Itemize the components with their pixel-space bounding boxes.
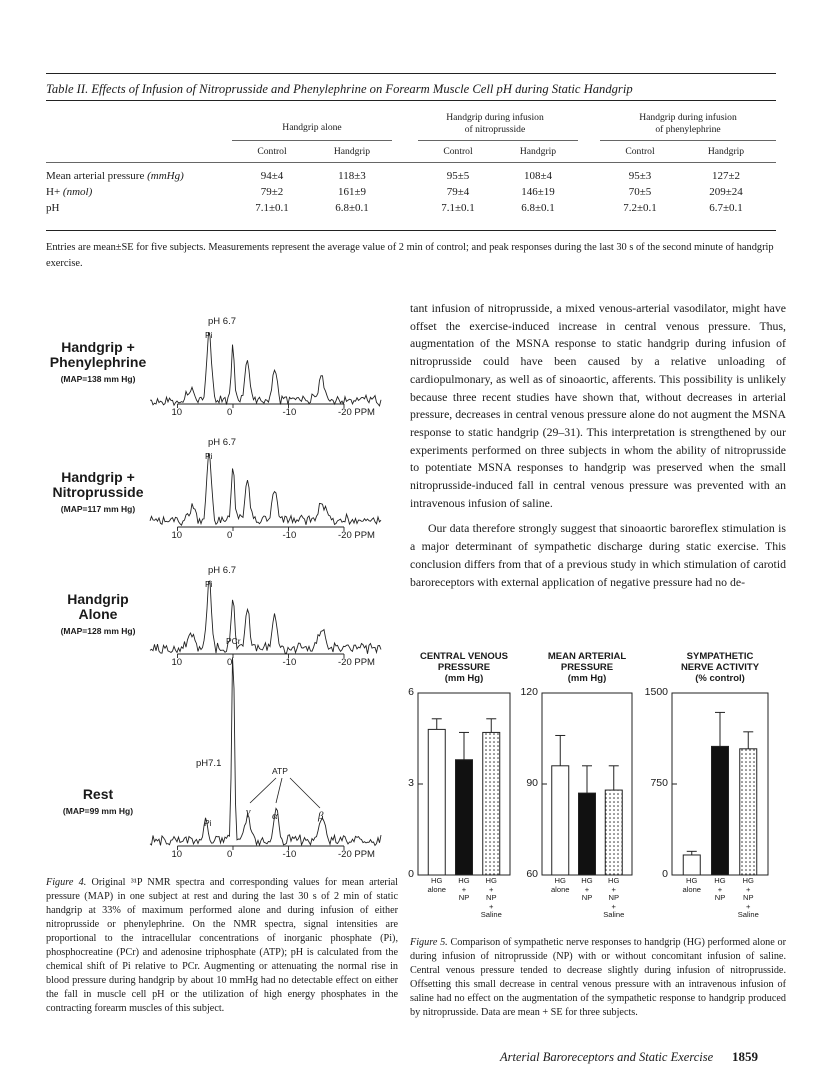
category-label <box>574 877 600 903</box>
row-label: H+ (nmol) <box>46 186 93 198</box>
table-cell: 95±5 <box>446 170 470 182</box>
category-label <box>424 877 450 894</box>
category-label <box>707 877 733 903</box>
spectrum-map-value: (MAP=99 mm Hg) <box>62 806 134 816</box>
group-header-3: Handgrip during infusion of phenylephrine <box>639 112 737 135</box>
table-cell: 7.1±0.1 <box>441 202 475 214</box>
bar <box>428 729 445 875</box>
column-header: Handgrip <box>333 146 371 157</box>
chart-title-line: (mm Hg) <box>444 673 484 684</box>
category-label-line: HG <box>686 876 698 885</box>
atp-pointer-line <box>276 778 282 803</box>
column-header: Handgrip <box>707 146 745 157</box>
table-cell: 108±4 <box>523 170 553 182</box>
ppm-tick-label: -10 <box>282 849 297 860</box>
ppm-tick-label: -10 <box>282 407 297 418</box>
ppm-tick-label: -20 PPM <box>338 849 375 860</box>
figure-5-caption <box>410 936 786 1020</box>
row-unit: (mmHg) <box>147 170 184 182</box>
category-label <box>478 877 504 920</box>
nmr-spectra-plot <box>0 0 410 880</box>
y-tick-label: 6 <box>408 686 414 698</box>
table-cell: 6.8±0.1 <box>521 202 555 214</box>
bar <box>552 766 569 875</box>
category-label-line: HG <box>608 876 620 885</box>
table-cell: 7.2±0.1 <box>623 202 657 214</box>
ppm-tick-label: 10 <box>171 657 183 668</box>
y-tick-label: 120 <box>520 686 538 698</box>
y-tick-label: 1500 <box>644 686 668 698</box>
bar-chart-panel <box>418 693 510 875</box>
category-label-line: alone <box>550 884 570 894</box>
y-tick-label: 0 <box>662 868 668 880</box>
chart-title-line: PRESSURE <box>437 662 491 673</box>
ppm-tick-label: 0 <box>227 657 233 668</box>
category-label-line: NP <box>608 893 620 902</box>
category-label-line: HG <box>554 876 566 885</box>
table-cell: 6.7±0.1 <box>709 202 743 214</box>
page-number: 1859 <box>732 1049 758 1064</box>
chart-title-line: SYMPATHETIC <box>686 651 754 662</box>
nmr-spectrum-trace <box>150 333 381 406</box>
category-label-line: + <box>584 884 590 894</box>
beta-label: β <box>318 810 324 822</box>
ppm-tick-label: 10 <box>171 849 183 860</box>
category-label <box>679 877 705 894</box>
category-label-line: alone <box>682 884 702 894</box>
figure-5-caption-lead: Figure 5. <box>410 937 448 948</box>
pi-peak-label: Pi <box>204 818 212 828</box>
category-label-line: Saline <box>480 910 502 919</box>
figure-4-caption-lead: Figure 4. <box>46 877 87 888</box>
category-label-line: NP <box>714 893 726 902</box>
figure-5-caption-text: Comparison of sympathetic nerve responses to handgrip (HG) performed alone or during infusion of nitroprusside (NP) with or without concomitant infusion of saline. Central venous pressure tended to decrease slightly during infusion of nitroprusside. Offsetting this small decrease in central venous pressure with an intravenous infusion of saline had no effect on the augmentation of the sympathetic response to handgrip produced by nitroprusside. Data are mean + SE for three subjects. <box>410 937 786 1018</box>
chart-title <box>408 651 520 684</box>
category-label-line: HG <box>485 876 497 885</box>
bar <box>605 790 622 875</box>
chart-title-line: PRESSURE <box>560 662 614 673</box>
category-label-line: NP <box>742 893 754 902</box>
y-tick-label: 3 <box>408 777 414 789</box>
ppm-tick-label: 10 <box>171 407 183 418</box>
spectrum-label-line: Rest <box>82 786 114 802</box>
category-label-line: NP <box>581 893 593 902</box>
figure-4-caption-text: Original ³¹P NMR spectra and corresponding values for mean arterial pressure (MAP) in one subject at rest and during the last 30 s of 2 min of static handgrip at 33% of maximum performed alone and during infusion of either nitroprusside or phenylephrine. On the NMR spectra, signal intensities are proportional to the intracellular concentrations of inorganic phosphate (Pi), phosphocreatine (PCr) and adenosine triphosphate (ATP); pH is calculated from the chemical shift of Pi relative to PCr. Augmenting or attenuating the normal rise in blood pressure during handgrip by about 10 mmHg had no detectable effect on either the fall in muscle cell pH or the utilization of high energy phosphates in the contracting forearm muscles of this subject. <box>46 877 399 1014</box>
chart-title <box>532 651 642 684</box>
table-cell: 209±24 <box>709 186 743 198</box>
nmr-spectrum-trace <box>150 454 381 526</box>
bar-chart-panel <box>542 693 632 875</box>
category-label-line: + <box>746 901 751 911</box>
category-label-line: HG <box>714 876 726 885</box>
y-tick-label: 60 <box>526 868 538 880</box>
row-label: pH <box>46 202 60 214</box>
table-cell: 7.1±0.1 <box>255 202 289 214</box>
atp-label: ATP <box>272 766 288 776</box>
category-label-line: + <box>717 884 723 894</box>
category-label-line: HG <box>742 876 754 885</box>
ph-label: pH 6.7 <box>208 437 236 448</box>
group-header-2: Handgrip during infusion of nitroprusside <box>446 112 544 135</box>
table-cell: 95±3 <box>628 170 652 182</box>
table-cell: 79±4 <box>446 186 470 198</box>
category-label-line: + <box>489 901 494 911</box>
table-cell: 146±19 <box>521 186 555 198</box>
pi-peak-label: Pi <box>205 579 213 589</box>
chart-title-line: (mm Hg) <box>567 673 607 684</box>
column-header: Control <box>443 146 473 157</box>
chart-title-line: NERVE ACTIVITY <box>680 662 760 673</box>
category-label-line: + <box>489 884 494 894</box>
ppm-tick-label: 0 <box>227 530 233 541</box>
y-tick-label: 750 <box>650 777 668 789</box>
gamma-label: γ <box>246 806 251 818</box>
bar <box>683 855 700 875</box>
table-cell: 161±9 <box>337 186 367 198</box>
ph-label: pH 6.7 <box>208 565 236 576</box>
category-label-line: + <box>611 901 616 911</box>
alpha-label: α <box>272 810 278 822</box>
category-label-line: HG <box>458 876 470 885</box>
ppm-tick-label: -20 PPM <box>338 530 375 541</box>
column-header: Control <box>257 146 287 157</box>
spectrum-label-line: Nitroprusside <box>52 484 144 500</box>
ppm-tick-label: -20 PPM <box>338 407 375 418</box>
table-cell: 94±4 <box>260 170 284 182</box>
column-header: Control <box>625 146 655 157</box>
bar <box>456 760 473 875</box>
ppm-tick-label: 10 <box>171 530 183 541</box>
category-label-line: alone <box>427 884 447 894</box>
table-cell: 79±2 <box>260 186 284 198</box>
figure-4-caption <box>46 876 398 1016</box>
bar <box>712 746 729 875</box>
ppm-tick-label: 0 <box>227 849 233 860</box>
category-label-line: + <box>461 884 467 894</box>
chart-title-line: MEAN ARTERIAL <box>547 651 627 662</box>
spectrum-label-line: Handgrip + <box>61 469 135 485</box>
category-label <box>547 877 573 894</box>
spectrum-label-line: Alone <box>78 606 118 622</box>
category-label-line: NP <box>485 893 497 902</box>
table-cell: 118±3 <box>338 170 366 182</box>
chart-title-line: (% control) <box>695 673 745 684</box>
bar <box>579 793 596 875</box>
table-footnote: Entries are mean±SE for five subjects. Measurements represent the average value of 2 min of control; and peak responses during the last 30 s of the second minute of handgrip exercise. <box>46 242 774 269</box>
category-label-line: HG <box>581 876 593 885</box>
y-tick-label: 0 <box>408 868 414 880</box>
table-cell: 70±5 <box>628 186 652 198</box>
ppm-tick-label: -10 <box>282 657 297 668</box>
category-label-line: NP <box>458 893 470 902</box>
atp-pointer-line <box>290 778 320 808</box>
bar <box>483 732 500 875</box>
row-label: Mean arterial pressure (mmHg) <box>46 170 184 182</box>
body-paragraph-1: tant infusion of nitroprusside, a mixed venous-arterial vasodilator, might have offset the exercise-induced increase in central venous pressure. Thus, augmentation of the MSNA response to static handgrip during infusion of nitroprusside could have been caused by a relative unloading of cardiopulmonary, as well as of sinoaortic, afferents. This possibility is unlikely because three recent studies have shown that, without decreases in arterial pressure, decreases in central venous pressure alone do not augment the MSNA response to static handgrip (29–31). This interpretation is strengthened by our experiments performed on three subjects in whom the ability of nitroprusside to potentiate MSNA responses to handgrip was preserved when the small nitroprusside-induced fall in central venous pressure was prevented with an intravenous infusion of saline. <box>410 301 786 510</box>
pcr-peak-label: PCr <box>226 636 241 646</box>
bar-chart-panel <box>672 693 768 875</box>
category-label-line: Saline <box>737 910 759 919</box>
ph-label: pH 6.7 <box>208 316 236 327</box>
ph-label: pH7.1 <box>196 758 222 769</box>
category-label <box>451 877 477 903</box>
category-label-line: + <box>611 884 616 894</box>
category-label <box>735 877 761 920</box>
chart-title-line: CENTRAL VENOUS <box>420 651 508 662</box>
pi-peak-label: Pi <box>205 330 213 340</box>
category-label <box>601 877 627 920</box>
body-text-column <box>410 300 786 591</box>
ppm-tick-label: -20 PPM <box>338 657 375 668</box>
bar <box>740 749 757 875</box>
ppm-tick-label: -10 <box>282 530 297 541</box>
ppm-tick-label: 0 <box>227 407 233 418</box>
table-cell: 127±2 <box>711 170 741 182</box>
body-paragraph-2: Our data therefore strongly suggest that sinoaortic baroreflex stimulation is a major determinant of sympathetic discharge during static exercise. This conclusion differs from that of a previous study in which stimulation of carotid baroreceptors with external application of negative pressure had no de- <box>410 521 786 589</box>
y-tick-label: 90 <box>526 777 538 789</box>
chart-title <box>662 651 778 684</box>
category-label-line: HG <box>431 876 443 885</box>
spectrum-label-line: Handgrip <box>67 591 129 607</box>
spectrum-label-line: Handgrip + <box>61 339 135 355</box>
nmr-spectrum-trace <box>150 658 381 846</box>
spectrum-map-value: (MAP=117 mm Hg) <box>60 504 136 514</box>
spectrum-map-value: (MAP=138 mm Hg) <box>60 374 136 384</box>
table-cell: 6.8±0.1 <box>335 202 369 214</box>
spectrum-map-value: (MAP=128 mm Hg) <box>60 626 136 636</box>
spectrum-label-line: Phenylephrine <box>49 354 147 370</box>
row-unit: (nmol) <box>62 186 93 198</box>
category-label-line: + <box>746 884 751 894</box>
group-header-1: Handgrip alone <box>282 122 342 133</box>
pi-peak-label: Pi <box>205 451 213 461</box>
table-title: Table II. Effects of Infusion of Nitroprusside and Phenylephrine on Forearm Muscle Cell pH during Static Handgrip <box>46 82 633 96</box>
column-header: Handgrip <box>519 146 557 157</box>
running-title: Arterial Baroreceptors and Static Exercise <box>500 1050 714 1064</box>
atp-pointer-line <box>250 778 276 803</box>
category-label-line: Saline <box>603 910 625 919</box>
nmr-spectrum-trace <box>150 581 381 654</box>
